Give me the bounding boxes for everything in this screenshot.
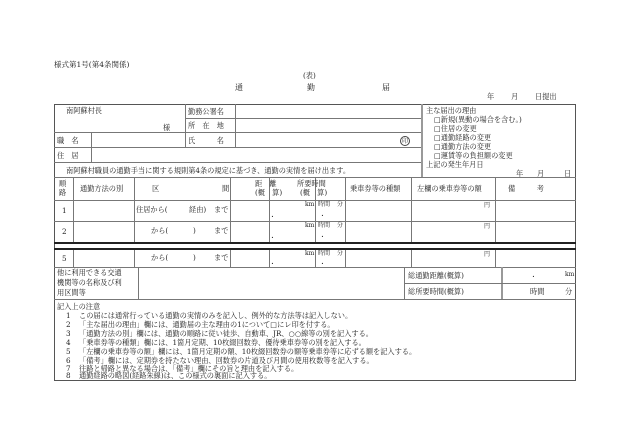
form-number: 様式第1号(第4条関係) <box>54 60 130 69</box>
decimal-dot: . <box>532 270 535 280</box>
divider <box>230 177 231 243</box>
addressee-honorific: 様 <box>163 123 171 132</box>
office-label: 勤務公署名 <box>188 107 224 116</box>
note-text: 「通勤方法の別」欄には、通勤の順路に従い徒歩、自動車、JR、○○線等の別を記入する。 <box>79 329 373 338</box>
reasons-divider <box>421 104 423 177</box>
occurrence-month: 月 <box>537 169 545 178</box>
via-label: ) <box>193 226 196 235</box>
note-text: 往路と帰路と異なる場合は、「備考」欄にその旨と理由を記入する。 <box>79 364 299 373</box>
divider <box>134 177 135 243</box>
residence-label: 住 居 <box>57 151 79 160</box>
to-label: まで <box>214 205 229 214</box>
km-unit: km <box>305 250 315 257</box>
header-section-2: 間 <box>222 184 230 193</box>
ticket-type-input[interactable] <box>346 222 410 241</box>
method-input[interactable] <box>74 222 133 241</box>
reason-residence-change[interactable]: □住居の変更 <box>434 124 477 133</box>
note-number: 1 <box>66 311 71 320</box>
position-input[interactable] <box>92 133 184 146</box>
note-text: この届には通常行っている通勤の実情のみを記入し、例外的な方法等は記入しない。 <box>79 311 353 320</box>
name-label: 氏 名 <box>188 136 224 145</box>
decimal-dot: . <box>321 230 324 240</box>
divider <box>54 299 576 300</box>
other-transport-input[interactable] <box>139 268 403 298</box>
note-number: 5 <box>66 347 71 356</box>
divider <box>315 250 316 267</box>
total-time-label: 総所要時間(概算) <box>408 287 464 296</box>
header-order-1: 順 <box>59 179 67 188</box>
method-input[interactable] <box>74 201 133 220</box>
ticket-type-input[interactable] <box>346 201 410 220</box>
total-time-min: 分 <box>565 287 573 296</box>
note-number: 2 <box>66 320 71 329</box>
decimal-dot: . <box>271 257 274 267</box>
total-time-hours: 時間 <box>530 287 545 296</box>
submit-year: 年 <box>487 92 495 101</box>
seal-icon: 印 <box>401 138 408 145</box>
min-unit: 分 <box>337 250 344 257</box>
note-number: 7 <box>66 364 71 373</box>
divider <box>230 250 231 267</box>
hours-unit: 時間 <box>318 201 331 208</box>
remarks-input[interactable] <box>496 251 574 266</box>
address-label: 所 在 地 <box>188 121 224 130</box>
via-label: 経由) <box>189 205 207 214</box>
header-method: 通勤方法の別 <box>80 184 124 193</box>
header-distance-2: (概 算) <box>255 188 283 197</box>
total-distance-unit: km <box>565 271 575 278</box>
note-text: 「備考」欄には、定期券を持たない理由、回数券の片道及び月間の使用枚数等を記入する。 <box>79 356 374 365</box>
divider <box>411 250 412 267</box>
min-unit: 分 <box>337 222 344 229</box>
row-number: 5 <box>62 254 67 263</box>
name-input[interactable] <box>236 133 396 146</box>
row-break-line <box>54 242 576 244</box>
header-time-2: (概 算) <box>300 188 328 197</box>
statement: 南阿蘇村職員の通勤手当に関する規則第4条の規定に基づき、通勤の実情を届け出ます。 <box>66 166 351 175</box>
title-char-1: 通 <box>235 83 243 92</box>
decimal-dot: . <box>271 231 274 241</box>
remarks-input[interactable] <box>496 201 574 220</box>
decimal-dot: . <box>271 210 274 220</box>
yen-unit: 円 <box>484 223 491 230</box>
notes-title: 記入上の注意 <box>57 302 101 311</box>
header-time-1: 所要時間 <box>297 179 326 188</box>
occurrence-label: 上記の発生年月日 <box>426 160 484 169</box>
header-remarks: 備 考 <box>508 184 544 193</box>
hours-unit: 時間 <box>318 250 331 257</box>
header-ticket-amount: 左欄の乗車券等の額 <box>417 184 482 193</box>
divider <box>269 250 270 267</box>
address-input[interactable] <box>236 119 420 131</box>
side-label: (表) <box>303 71 316 80</box>
note-text: 「乗車券等の種類」欄には、1箇月定期、10枚綴回数券、優待乗車券等の別を記入する。 <box>79 338 366 347</box>
decimal-dot: . <box>321 257 324 267</box>
from-label: 住居から( <box>136 205 168 214</box>
row-number: 1 <box>62 206 67 215</box>
other-transport-label-2: 機関等の名称及び利 <box>57 278 122 287</box>
to-label: まで <box>214 253 229 262</box>
reasons-title: 主な届出の理由 <box>426 106 477 115</box>
other-transport-label-3: 用区間等 <box>57 288 86 297</box>
hours-unit: 時間 <box>318 222 331 229</box>
km-unit: km <box>305 222 315 229</box>
reason-route-change[interactable]: □通勤経路の変更 <box>434 133 492 142</box>
title-char-2: 勤 <box>307 83 315 92</box>
reason-new[interactable]: □新規(異動の場合を含む。) <box>434 115 522 124</box>
divider <box>54 162 421 163</box>
from-label: から( <box>151 226 169 235</box>
km-unit: km <box>305 201 315 208</box>
office-input[interactable] <box>236 105 420 117</box>
via-label: ) <box>193 253 196 262</box>
reason-method-change[interactable]: □通勤方法の変更 <box>434 142 492 151</box>
yen-unit: 円 <box>484 251 491 258</box>
divider <box>185 104 186 147</box>
note-number: 3 <box>66 329 71 338</box>
decimal-dot: . <box>321 209 324 219</box>
header-section-1: 区 <box>152 184 160 193</box>
header-ticket-type: 乗車券等の種類 <box>350 184 401 193</box>
header-distance-1: 距 離 <box>255 179 277 188</box>
divider <box>404 283 576 284</box>
total-distance-label: 総通勤距離(概算) <box>408 271 464 280</box>
min-unit: 分 <box>337 201 344 208</box>
submit-month: 月 <box>511 92 519 101</box>
note-number: 6 <box>66 356 71 365</box>
note-text: 「左欄の乗車券等の額」欄には、1箇月定期の額、10枚綴回数券の額等乗車券等に応ずる額を記入する。 <box>79 347 417 356</box>
row-number: 2 <box>62 227 67 236</box>
note-number: 4 <box>66 338 71 347</box>
title-char-3: 届 <box>382 83 390 92</box>
divider <box>134 250 135 267</box>
to-label: まで <box>214 226 229 235</box>
occurrence-year: 年 <box>516 169 524 178</box>
other-transport-label-1: 他に利用できる交通 <box>57 268 122 277</box>
submit-day: 日提出 <box>535 92 557 101</box>
ticket-type-input[interactable] <box>346 251 410 266</box>
note-number: 8 <box>66 371 71 380</box>
residence-input[interactable] <box>92 148 420 161</box>
header-order-2: 路 <box>59 188 67 197</box>
method-input[interactable] <box>74 251 133 266</box>
note-text: 通勤経路の略図(経路朱線)は、この様式の裏面に記入する。 <box>79 371 272 380</box>
reason-fare-change[interactable]: □運賃等の負担額の変更 <box>434 151 513 160</box>
note-text: 「主な届出の理由」欄には、通勤届の主な理由の1について□にレ印を付する。 <box>79 320 335 329</box>
from-label: から( <box>151 253 169 262</box>
divider <box>411 177 412 243</box>
position-label: 職 名 <box>57 136 79 145</box>
addressee-name: 南阿蘇村長 <box>66 106 102 115</box>
occurrence-day: 日 <box>564 169 572 178</box>
yen-unit: 円 <box>484 202 491 209</box>
remarks-input[interactable] <box>496 222 574 241</box>
